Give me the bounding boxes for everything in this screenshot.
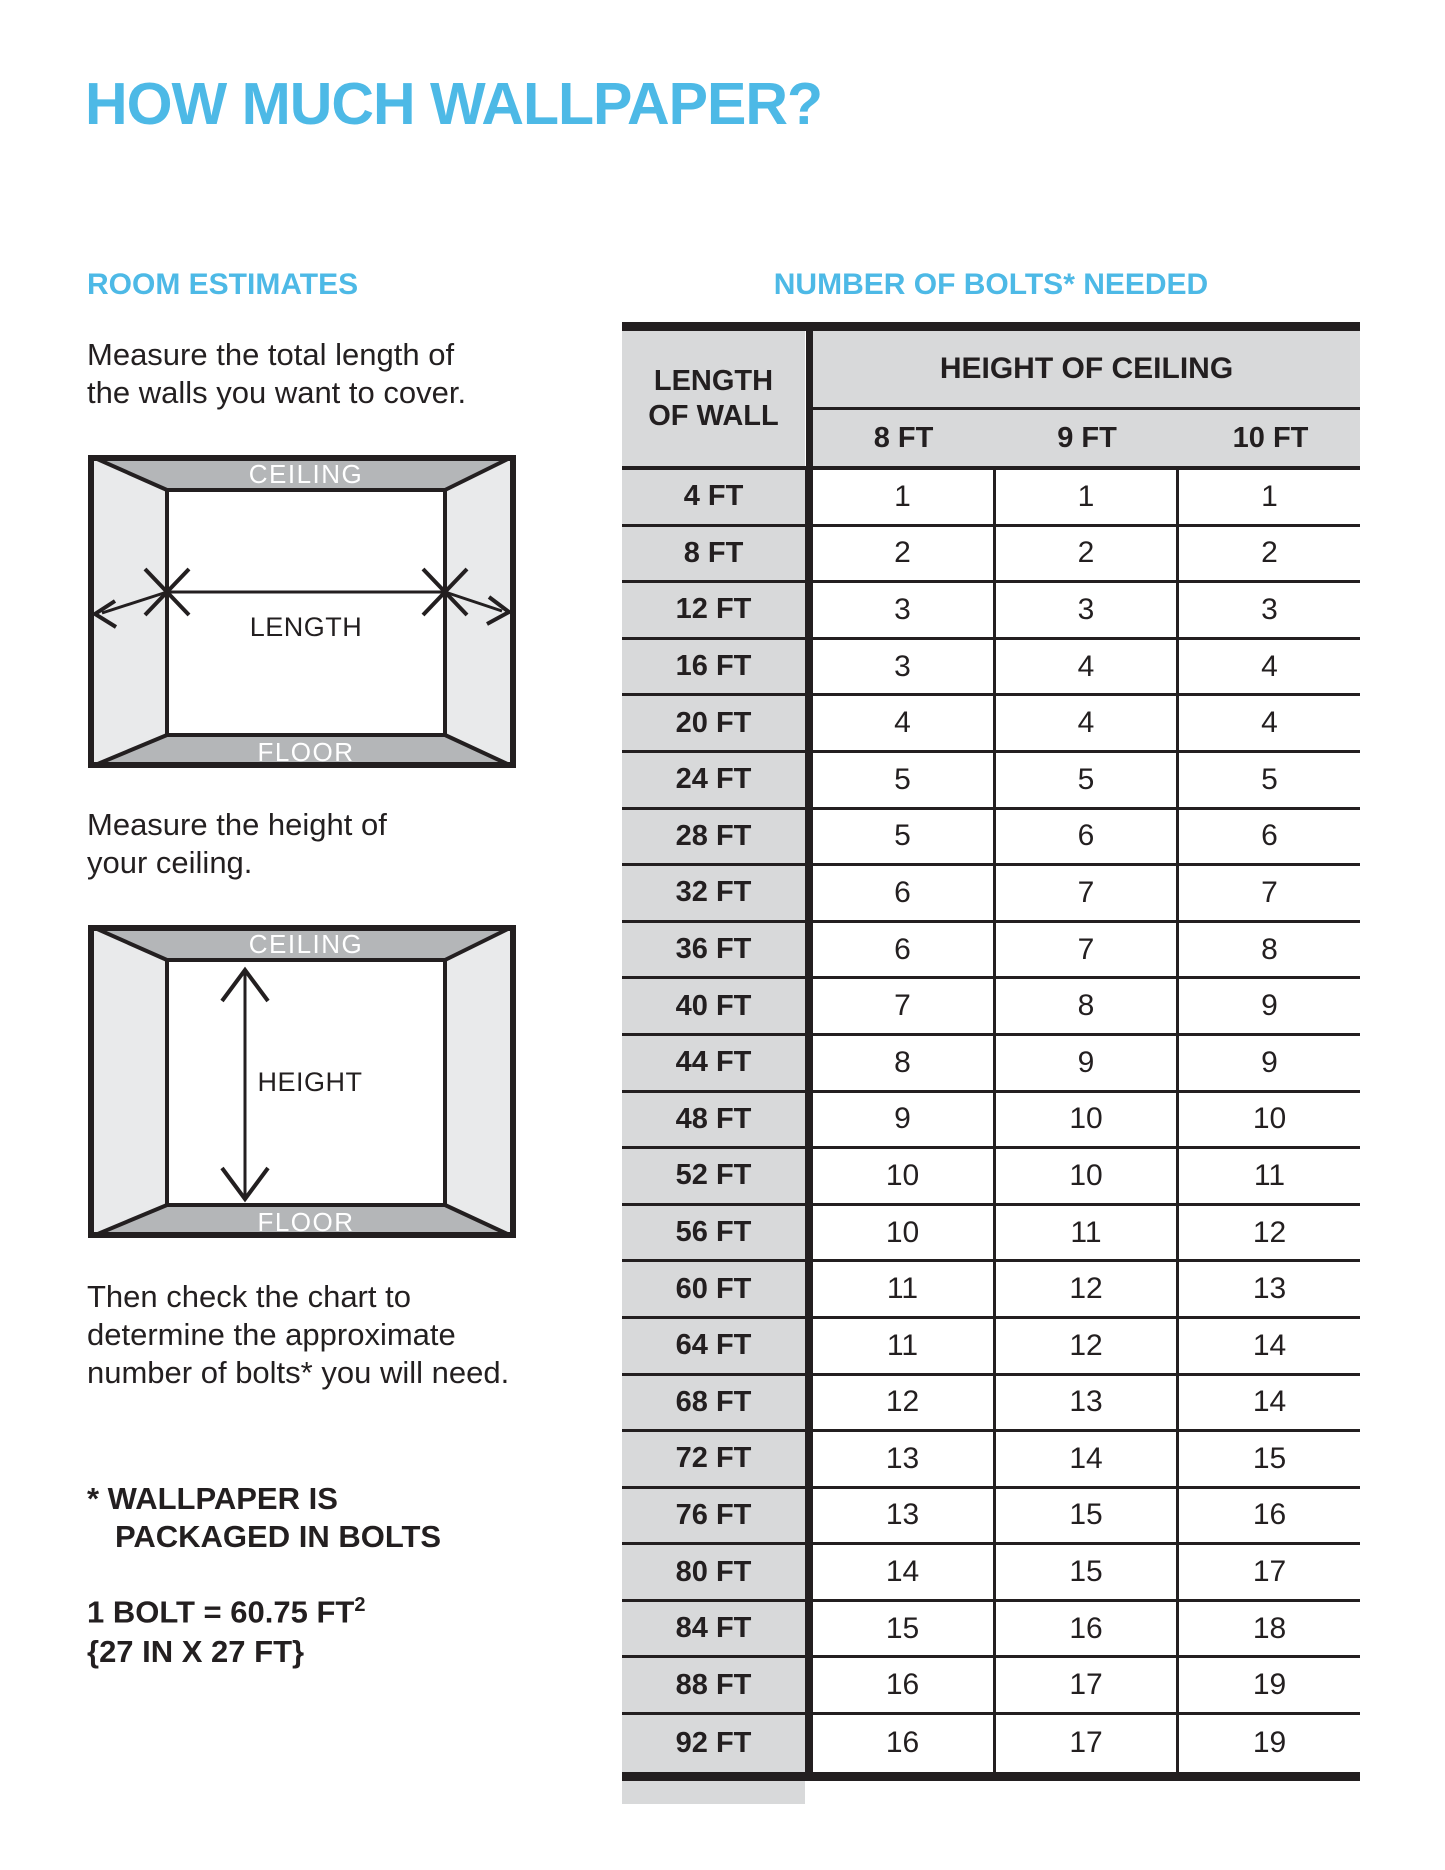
bolt-count-cell-8ft: 2 — [812, 527, 993, 581]
wall-length-cell: 40 FT — [622, 979, 805, 1033]
bolt-count-cell-10ft: 15 — [1179, 1432, 1360, 1486]
table-row — [622, 527, 1360, 584]
table-row — [622, 1376, 1360, 1433]
bolt-count-cell-10ft: 9 — [1179, 1036, 1360, 1090]
bolt-equation-text: 1 BOLT = 60.75 FT — [87, 1594, 355, 1630]
bolts-needed-heading: NUMBER OF BOLTS* NEEDED — [773, 268, 1209, 301]
wall-length-cell: 60 FT — [622, 1262, 805, 1316]
bolt-count-cell-9ft: 4 — [996, 696, 1176, 750]
bolt-count-cell-9ft: 7 — [996, 866, 1176, 920]
col-header-8ft: 8 FT — [873, 421, 934, 454]
wall-length-cell: 44 FT — [622, 1036, 805, 1090]
bolt-count-cell-9ft: 5 — [996, 753, 1176, 807]
table-row — [622, 1036, 1360, 1093]
wall-length-cell: 80 FT — [622, 1545, 805, 1599]
wall-length-cell: 8 FT — [622, 527, 805, 581]
bolt-count-cell-8ft: 10 — [812, 1149, 993, 1203]
wall-length-cell: 24 FT — [622, 753, 805, 807]
left-wall — [88, 925, 167, 1238]
bolt-size-info — [87, 1585, 365, 1672]
room-length-diagram — [88, 455, 516, 768]
bolt-count-cell-8ft: 3 — [812, 640, 993, 694]
table-row — [622, 1432, 1360, 1489]
bolt-count-cell-9ft: 9 — [996, 1036, 1176, 1090]
bolt-count-cell-10ft: 5 — [1179, 753, 1360, 807]
wall-length-cell: 88 FT — [622, 1658, 805, 1712]
length-label: LENGTH — [249, 612, 363, 642]
bolt-count-cell-9ft: 17 — [996, 1715, 1176, 1772]
wall-length-cell: 84 FT — [622, 1602, 805, 1656]
bolt-count-cell-9ft: 14 — [996, 1432, 1176, 1486]
table-top-border — [622, 322, 1360, 331]
page-title: HOW MUCH WALLPAPER? — [85, 71, 822, 137]
wall-length-cell: 12 FT — [622, 583, 805, 637]
bolt-count-cell-10ft: 17 — [1179, 1545, 1360, 1599]
bolt-count-cell-10ft: 3 — [1179, 583, 1360, 637]
bolt-count-cell-8ft: 13 — [812, 1489, 993, 1543]
table-row — [622, 1319, 1360, 1376]
bolt-count-cell-8ft: 8 — [812, 1036, 993, 1090]
bolt-count-cell-10ft: 16 — [1179, 1489, 1360, 1543]
measure-length-paragraph — [87, 336, 466, 412]
table-body — [622, 470, 1360, 1772]
bolt-count-cell-10ft: 9 — [1179, 979, 1360, 1033]
bolt-count-cell-10ft: 8 — [1179, 923, 1360, 977]
table-row — [622, 470, 1360, 527]
bolt-count-cell-8ft: 5 — [812, 810, 993, 864]
bolt-count-cell-8ft: 3 — [812, 583, 993, 637]
bolt-count-cell-9ft: 6 — [996, 810, 1176, 864]
bolt-count-cell-9ft: 2 — [996, 527, 1176, 581]
paragraph-line: Measure the total length of — [87, 337, 455, 372]
bolt-count-cell-10ft: 7 — [1179, 866, 1360, 920]
floor-label: FLOOR — [257, 1207, 355, 1237]
wall-length-cell: 56 FT — [622, 1206, 805, 1260]
bolts-footnote — [87, 1480, 441, 1556]
paragraph-line: your ceiling. — [87, 845, 253, 880]
table-row — [622, 583, 1360, 640]
bolt-count-cell-10ft: 6 — [1179, 810, 1360, 864]
table-row — [622, 1093, 1360, 1150]
bolt-count-cell-10ft: 13 — [1179, 1262, 1360, 1316]
bolt-count-cell-10ft: 19 — [1179, 1715, 1360, 1772]
bolt-count-cell-8ft: 4 — [812, 696, 993, 750]
height-label: HEIGHT — [257, 1067, 363, 1097]
ceiling-label: CEILING — [248, 459, 364, 489]
bolt-count-cell-9ft: 16 — [996, 1602, 1176, 1656]
bolt-count-cell-9ft: 10 — [996, 1093, 1176, 1147]
bolt-count-cell-8ft: 16 — [812, 1658, 993, 1712]
squared-superscript: 2 — [354, 1594, 366, 1616]
table-row — [622, 1489, 1360, 1546]
bolt-count-cell-10ft: 14 — [1179, 1319, 1360, 1373]
wall-length-cell: 16 FT — [622, 640, 805, 694]
wall-length-cell: 48 FT — [622, 1093, 805, 1147]
footnote-line: PACKAGED IN BOLTS — [115, 1519, 442, 1554]
wall-length-cell: 72 FT — [622, 1432, 805, 1486]
bolt-count-cell-9ft: 11 — [996, 1206, 1176, 1260]
height-of-ceiling-header: HEIGHT OF CEILING — [939, 352, 1234, 385]
row-header-tail — [622, 1781, 805, 1804]
wall-length-cell: 76 FT — [622, 1489, 805, 1543]
wall-length-cell: 32 FT — [622, 866, 805, 920]
header-line: OF WALL — [648, 399, 779, 432]
bolt-count-cell-9ft: 15 — [996, 1545, 1176, 1599]
bolt-count-cell-10ft: 18 — [1179, 1602, 1360, 1656]
paragraph-line: determine the approximate — [87, 1317, 456, 1352]
header-line: LENGTH — [653, 364, 774, 397]
room-estimates-heading: ROOM ESTIMATES — [87, 268, 359, 301]
bolt-count-cell-10ft: 14 — [1179, 1376, 1360, 1430]
right-wall — [445, 925, 516, 1238]
bolt-count-cell-10ft: 11 — [1179, 1149, 1360, 1203]
table-row — [622, 979, 1360, 1036]
table-row — [622, 1262, 1360, 1319]
bolt-count-cell-8ft: 11 — [812, 1319, 993, 1373]
bolt-count-cell-9ft: 12 — [996, 1262, 1176, 1316]
col-header-9ft: 9 FT — [1057, 421, 1117, 454]
bolt-count-cell-9ft: 13 — [996, 1376, 1176, 1430]
bolt-count-cell-8ft: 6 — [812, 866, 993, 920]
table-bottom-border — [622, 1772, 1360, 1781]
bolt-equation — [87, 1585, 365, 1632]
bolt-count-cell-8ft: 10 — [812, 1206, 993, 1260]
bolt-count-cell-8ft: 14 — [812, 1545, 993, 1599]
bolt-count-cell-8ft: 5 — [812, 753, 993, 807]
bolt-count-cell-8ft: 6 — [812, 923, 993, 977]
wall-length-cell: 36 FT — [622, 923, 805, 977]
bolt-count-cell-8ft: 9 — [812, 1093, 993, 1147]
bolt-count-cell-10ft: 4 — [1179, 696, 1360, 750]
bolt-count-cell-8ft: 1 — [812, 470, 993, 524]
table-row — [622, 1658, 1360, 1715]
bolt-count-cell-10ft: 10 — [1179, 1093, 1360, 1147]
bolt-count-cell-9ft: 12 — [996, 1319, 1176, 1373]
wall-length-cell: 68 FT — [622, 1376, 805, 1430]
bolt-count-cell-8ft: 13 — [812, 1432, 993, 1486]
table-row — [622, 1149, 1360, 1206]
bolt-dimensions: {27 IN X 27 FT} — [87, 1634, 305, 1670]
bolt-count-cell-10ft: 12 — [1179, 1206, 1360, 1260]
table-row — [622, 810, 1360, 867]
bolt-count-cell-9ft: 10 — [996, 1149, 1176, 1203]
table-row — [622, 923, 1360, 980]
bolt-count-cell-9ft: 4 — [996, 640, 1176, 694]
wall-length-cell: 4 FT — [622, 470, 805, 524]
bolt-count-cell-10ft: 1 — [1179, 470, 1360, 524]
paragraph-line: number of bolts* you will need. — [87, 1355, 510, 1390]
footnote-line: * WALLPAPER IS — [87, 1481, 338, 1516]
ceiling-height-diagram — [88, 925, 516, 1238]
table-row — [622, 1206, 1360, 1263]
bolt-count-cell-8ft: 11 — [812, 1262, 993, 1316]
bolt-count-cell-8ft: 12 — [812, 1376, 993, 1430]
bolt-count-cell-10ft: 19 — [1179, 1658, 1360, 1712]
ceiling-label: CEILING — [248, 929, 364, 959]
wall-length-cell: 20 FT — [622, 696, 805, 750]
length-of-wall-header — [622, 331, 805, 466]
bolts-table — [622, 322, 1360, 1804]
wall-length-cell: 92 FT — [622, 1715, 805, 1772]
bolt-count-cell-9ft: 1 — [996, 470, 1176, 524]
measure-height-paragraph — [87, 806, 387, 882]
paragraph-line: Measure the height of — [87, 807, 387, 842]
table-row — [622, 696, 1360, 753]
table-row — [622, 1545, 1360, 1602]
table-row — [622, 753, 1360, 810]
wall-length-cell: 64 FT — [622, 1319, 805, 1373]
col-header-10ft: 10 FT — [1232, 421, 1309, 454]
bolt-count-cell-9ft: 8 — [996, 979, 1176, 1033]
check-chart-paragraph — [87, 1278, 509, 1392]
bolt-count-cell-9ft: 17 — [996, 1658, 1176, 1712]
table-row — [622, 866, 1360, 923]
wall-length-cell: 52 FT — [622, 1149, 805, 1203]
bolt-count-cell-9ft: 7 — [996, 923, 1176, 977]
table-row — [622, 1602, 1360, 1659]
bolt-count-cell-9ft: 15 — [996, 1489, 1176, 1543]
bolt-count-cell-9ft: 3 — [996, 583, 1176, 637]
thick-column-divider — [806, 331, 813, 1781]
bolt-count-cell-8ft: 16 — [812, 1715, 993, 1772]
bolt-count-cell-10ft: 2 — [1179, 527, 1360, 581]
table-row — [622, 640, 1360, 697]
bolt-count-cell-10ft: 4 — [1179, 640, 1360, 694]
table-row — [622, 1715, 1360, 1772]
bolt-count-cell-8ft: 7 — [812, 979, 993, 1033]
paragraph-line: Then check the chart to — [87, 1279, 411, 1314]
wall-length-cell: 28 FT — [622, 810, 805, 864]
paragraph-line: the walls you want to cover. — [87, 375, 467, 410]
bolt-count-cell-8ft: 15 — [812, 1602, 993, 1656]
floor-label: FLOOR — [257, 737, 355, 767]
